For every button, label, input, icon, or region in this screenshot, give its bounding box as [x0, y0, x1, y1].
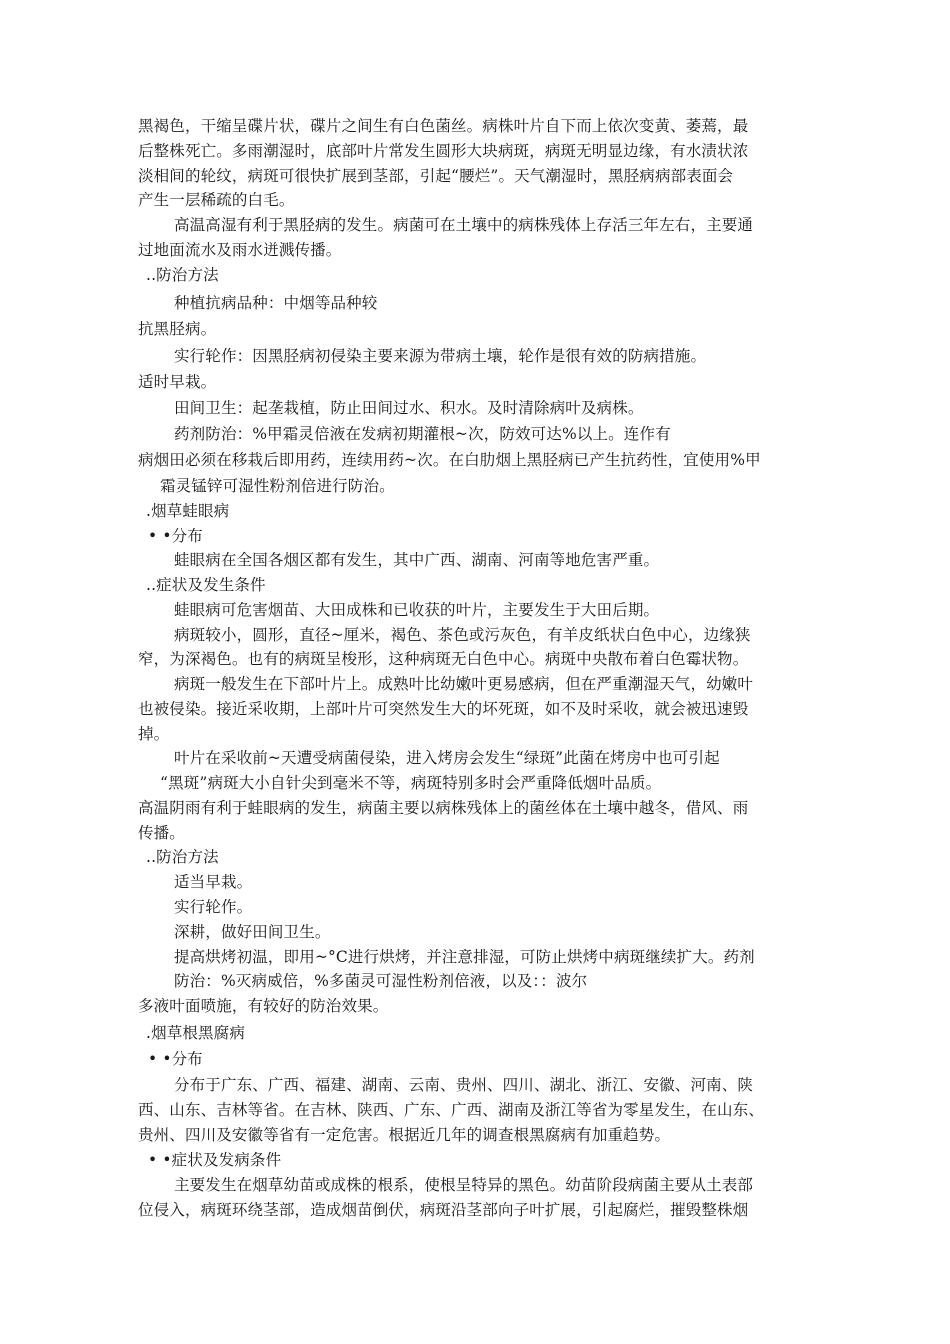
body-text-line: 位侵入，病斑环绕茎部，造成烟苗倒伏，病斑沿茎部向子叶扩展，引起腐烂，摧毁整株烟: [138, 1201, 749, 1219]
body-text-line: 种植抗病品种：中烟等品种较: [174, 294, 378, 312]
section-heading: .烟草根黑腐病: [146, 1024, 245, 1042]
body-text-line: “黑斑”病斑大小自针尖到毫米不等，病斑特别多时会严重降低烟叶品质。: [160, 774, 662, 792]
body-text-line: 防治：%灭病威倍，%多菌灵可湿性粉剂倍液，以及：：波尔: [174, 972, 588, 990]
body-text-line: 药剂防治：%甲霜灵倍液在发病初期灌根~次，防效可达%以上。连作有: [174, 425, 671, 443]
body-text-line: 实行轮作：因黑胫病初侵染主要来源为带病土壤，轮作是很有效的防病措施。: [174, 347, 707, 365]
body-text-line: 田间卫生：起垄栽植，防止田间过水、积水。及时清除病叶及病株。: [174, 399, 644, 417]
body-text-line: 贵州、四川及安徽等省有一定危害。根据近几年的调查根黑腐病有加重趋势。: [138, 1126, 671, 1144]
body-text-line: 西、山东、吉林等省。在吉林、陕西、广东、广西、湖南及浙江等省为零星发生，在山东、: [138, 1101, 765, 1119]
body-text-line: 也被侵染。接近采收期，上部叶片可突然发生大的坏死斑，如不及时采收，就会被迅速毁: [138, 700, 749, 718]
body-text-line: 产生一层稀疏的白毛。: [138, 191, 295, 209]
body-text-line: 高温高湿有利于黑胫病的发生。病菌可在土壤中的病株残体上存活三年左右，主要通: [174, 216, 754, 234]
body-text-line: 病斑一般发生在下部叶片上。成熟叶比幼嫩叶更易感病，但在严重潮湿天气，幼嫩叶: [174, 675, 754, 693]
section-heading: .烟草蛙眼病: [146, 502, 230, 520]
body-text-line: 高温阴雨有利于蛙眼病的发生，病菌主要以病株残体上的菌丝体在土壤中越冬，借风、雨: [138, 799, 749, 817]
body-text-line: 传播。: [138, 824, 185, 842]
body-text-line: 霜灵锰锌可湿性粉剂倍进行防治。: [160, 477, 395, 495]
body-text-line: 提高烘烤初温，即用~°C进行烘烤，并注意排湿，可防止烘烤中病斑继续扩大。药剂: [174, 948, 755, 966]
body-text-line: 多液叶面喷施，有较好的防治效果。: [138, 997, 389, 1015]
body-text-line: 适时早栽。: [138, 373, 217, 391]
body-text-line: 分布于广东、广西、福建、湖南、云南、贵州、四川、湖北、浙江、安徽、河南、陕: [174, 1076, 754, 1094]
body-text-line: 叶片在采收前~天遭受病菌侵染，进入烤房会发生“绿斑”此菌在烤房中也可引起: [174, 749, 720, 767]
section-heading: ..防治方法: [146, 266, 219, 284]
body-text-line: 蛙眼病在全国各烟区都有发生，其中广西、湖南、河南等地危害严重。: [174, 551, 660, 569]
body-text-line: 窄，为深褐色。也有的病斑呈梭形，这种病斑无白色中心。病斑中央散布着白色霉状物。: [138, 650, 749, 668]
body-text-line: 后整株死亡。多雨潮湿时，底部叶片常发生圆形大块病斑，病斑无明显边缘，有水渍状浓: [138, 142, 749, 160]
bullet-heading: • •症状及发病条件: [148, 1151, 282, 1169]
body-text-line: 病烟田必须在移栽后即用药，连续用药~次。在白肋烟上黑胫病已产生抗药性，宜使用%甲: [138, 451, 761, 469]
body-text-line: 实行轮作。: [174, 898, 253, 916]
body-text-line: 过地面流水及雨水迸溅传播。: [138, 241, 342, 259]
body-text-line: 深耕，做好田间卫生。: [174, 923, 331, 941]
section-heading: ..防治方法: [146, 848, 219, 866]
body-text-line: 主要发生在烟草幼苗或成株的根系，使根呈特异的黑色。幼苗阶段病菌主要从土表部: [174, 1176, 754, 1194]
bullet-heading: • •分布: [148, 1050, 203, 1068]
body-text-line: 病斑较小，圆形，直径~厘米，褐色、茶色或污灰色，有羊皮纸状白色中心，边缘狭: [174, 626, 751, 644]
body-text-line: 淡相间的轮纹，病斑可很快扩展到茎部，引起“腰烂”。天气潮湿时，黑胫病病部表面会: [138, 167, 734, 185]
body-text-line: 适当早栽。: [174, 873, 253, 891]
section-heading: ..症状及发生条件: [146, 576, 266, 594]
body-text-line: 掉。: [138, 725, 170, 743]
body-text-line: 抗黑胫病。: [138, 320, 217, 338]
body-text-line: 蛙眼病可危害烟苗、大田成株和已收获的叶片，主要发生于大田后期。: [174, 601, 660, 619]
bullet-heading: • •分布: [148, 527, 203, 545]
body-text-line: 黑褐色，干缩呈碟片状，碟片之间生有白色菌丝。病株叶片自下而上依次变黄、萎蔫，最: [138, 117, 749, 135]
